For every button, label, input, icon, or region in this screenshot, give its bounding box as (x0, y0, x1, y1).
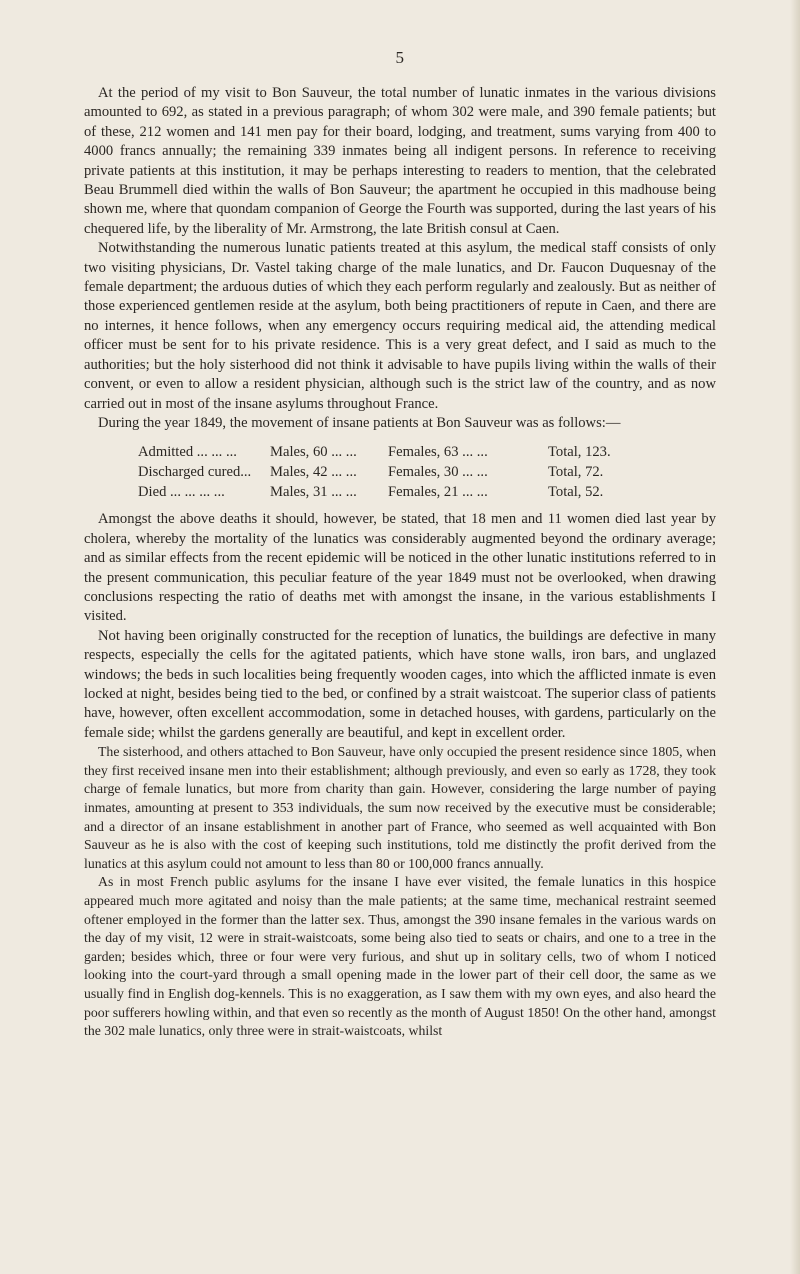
total-cell: Total, 52. (548, 484, 604, 501)
males-cell: Males, 31 ... ... (270, 484, 357, 501)
total-cell: Total, 123. (548, 444, 611, 461)
paragraph: Not having been originally constructed for the reception of lunatics, the buildings are defective in many respects, especially the cells for the agitated patients, which have stone walls, iron bars, and unglazed windows; the beds in such localities being frequently wooden cages, into which the afflicted inmate is even locked at night, besides being tied to the bed, or confined by a strait waistcoat. The superior class of patients have, however, often excellent accommodation, some in detached houses, with gardens, particularly on the female side; whilst the gardens generally are beautiful, and kept in excellent order. (84, 627, 716, 741)
table-row (84, 462, 716, 482)
row-label: Died ... ... ... ... (138, 484, 225, 501)
paragraph: As in most French public asylums for the insane I have ever visited, the female lunatics in this hospice appeared much more agitated and noisy than the male patients; at the same time, mechanical restraint seemed oftener employed in the former than the latter sex. Thus, amongst the 390 insane females in the various wards on the day of my visit, 12 were in strait-waistcoats, some being also tied to seats or chairs, and one to a tree in the garden; besides which, three or four were very furious, and shut up in solitary cells, two of whom I noticed looking into the court-yard through a small opening made in the lower part of their cell door, the same as we usually find in English dog-kennels. This is no exaggeration, as I saw them with my own eyes, and also heard the poor sufferers howling within, and that even so recently as the month of August 1850! On the other hand, amongst the 302 male lunatics, only three were in strait-waistcoats, whilst (84, 874, 716, 1039)
females-cell: Females, 63 ... ... (388, 444, 488, 461)
females-cell: Females, 30 ... ... (388, 464, 488, 481)
table-row (84, 482, 716, 502)
row-label: Admitted ... ... ... (138, 444, 237, 461)
paragraph: The sisterhood, and others attached to Bon Sauveur, have only occupied the present residence since 1805, when they first received insane men into their establishment; although previously, and even so early as 1728, they took charge of female lunatics, but more from charity than gain. However, considering the large number of paying inmates, amounting at present to 353 individuals, the sum now received by the executive must be considerable; and a director of an insane establishment in another part of France, who seemed as well acquainted with Bon Sauveur as he is also with the cost of keeping such institutions, told me distinctly the profit derived from the lunatics at this asylum could not amount to less than 80 or 100,000 francs annually. (84, 744, 716, 871)
body-text (84, 84, 716, 1041)
paragraph: Amongst the above deaths it should, however, be stated, that 18 men and 11 women died last year by cholera, whereby the mortality of the lunatics was considerably augmented beyond the ordinary average; and as similar effects from the recent epidemic will be noticed in the other lunatic institutions referred to in the present communication, this peculiar feature of the year 1849 must not be overlooked, when drawing conclusions respecting the ratio of deaths met with amongst the insane, in the various establishments I visited. (84, 511, 716, 625)
table-row (84, 442, 716, 462)
statistics-table (84, 442, 716, 502)
males-cell: Males, 60 ... ... (270, 444, 357, 461)
paragraph: Notwithstanding the numerous lunatic patients treated at this asylum, the medical staff consists of only two visiting physicians, Dr. Vastel taking charge of the male lunatics, and Dr. Faucon Duquesnay of the female department; the arduous duties of which they each perform regularly and zealously. But as neither of those experienced gentlemen reside at the asylum, both being practitioners of repute in Caen, and there are no internes, it hence follows, when any emergency occurs requiring medical aid, the attending medical officer must be sent for to his private residence. This is a very great defect, and I said as much to the authorities; but the holy sisterhood did not think it advisable to have pupils living within the walls of their convent, or even to allow a resident physician, although such is the strict law of the country, and as now carried out in most of the insane asylums throughout France. (84, 240, 716, 412)
paragraph: During the year 1849, the movement of insane patients at Bon Sauveur was as follows:— (98, 414, 621, 431)
page-edge-shadow (790, 0, 800, 1274)
page-number: 5 (395, 48, 405, 67)
females-cell: Females, 21 ... ... (388, 484, 488, 501)
total-cell: Total, 72. (548, 464, 604, 481)
paragraph: At the period of my visit to Bon Sauveur, the total number of lunatic inmates in the various divisions amounted to 692, as stated in a previous paragraph; of whom 302 were male, and 390 female patients; but of these, 212 women and 141 men pay for their board, lodging, and treatment, sums varying from 400 to 4000 francs annually; the remaining 339 inmates being all indigent persons. In reference to receiving private patients at this institution, it may be perhaps interesting to readers to mention, that the celebrated Beau Brummell died within the walls of Bon Sauveur; the apartment he occupied in this madhouse being shown me, where that quondam companion of George the Fourth was supported, during the last years of his chequered life, by the liberality of Mr. Armstrong, the late British consul at Caen. (84, 85, 716, 237)
row-label: Discharged cured... (138, 464, 252, 481)
males-cell: Males, 42 ... ... (270, 464, 357, 481)
